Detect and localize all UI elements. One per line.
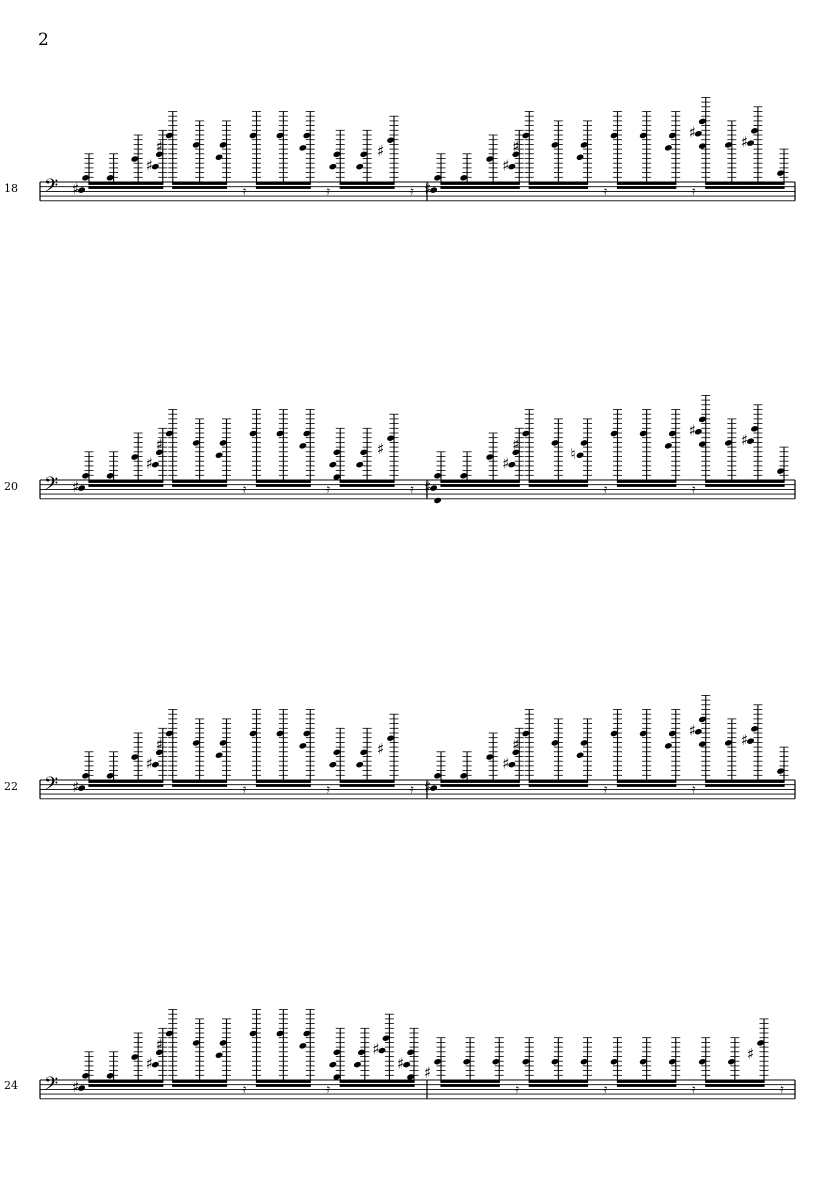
notehead <box>664 144 673 151</box>
sixteenth-rest-icon: 𝄿 <box>691 184 696 198</box>
beam <box>88 484 163 487</box>
beam <box>617 186 676 189</box>
sharp-icon: ♯ <box>145 1054 154 1073</box>
sharp-icon: ♯ <box>377 440 385 459</box>
notehead <box>355 761 364 768</box>
sharp-icon: ♯ <box>740 132 749 151</box>
sixteenth-rest-icon: 𝄿 <box>242 482 247 496</box>
sharp-icon: ♯ <box>155 1035 164 1054</box>
notehead <box>299 442 308 449</box>
beam <box>340 1084 415 1087</box>
beam <box>440 484 519 487</box>
bass-clef-icon: 𝄢 <box>44 474 59 499</box>
beam <box>529 1084 588 1087</box>
sixteenth-rest-icon: 𝄿 <box>603 482 608 496</box>
beam <box>88 1080 163 1083</box>
beam <box>705 780 784 783</box>
sharp-icon: ♯ <box>377 740 385 759</box>
sixteenth-rest-icon: 𝄿 <box>242 782 247 796</box>
beam <box>705 1084 764 1087</box>
sixteenth-rest-icon: 𝄿 <box>603 184 608 198</box>
beam <box>705 186 784 189</box>
sharp-icon: ♯ <box>502 156 510 175</box>
measure-number: 22 <box>4 780 18 793</box>
beam <box>340 484 395 487</box>
beam <box>88 780 163 783</box>
beam <box>256 784 311 787</box>
sixteenth-rest-icon: 𝄿 <box>326 1082 330 1096</box>
notehead <box>329 163 338 170</box>
natural-icon: ♮ <box>570 444 576 463</box>
beam <box>88 480 163 483</box>
beam <box>172 484 227 487</box>
sharp-icon: ♯ <box>377 142 385 161</box>
sixteenth-rest-icon: 𝄿 <box>691 482 696 496</box>
sixteenth-rest-icon: 𝄿 <box>691 782 696 796</box>
beam <box>256 484 311 487</box>
bass-clef-icon: 𝄢 <box>44 774 59 799</box>
notehead <box>329 1061 338 1068</box>
beam <box>705 484 784 487</box>
beam <box>440 182 519 185</box>
beam <box>88 186 163 189</box>
beam <box>172 1084 227 1087</box>
sharp-icon: ♯ <box>740 430 749 449</box>
page-number: 2 <box>38 30 49 50</box>
sharp-icon: ♯ <box>145 454 154 473</box>
sharp-icon: ♯ <box>424 477 432 496</box>
sixteenth-rest-icon: 𝄿 <box>410 184 414 198</box>
beam <box>705 182 784 185</box>
notehead <box>215 1052 224 1059</box>
sharp-icon: ♯ <box>72 179 80 198</box>
sharp-icon: ♯ <box>72 777 80 796</box>
sixteenth-rest-icon: 𝄿 <box>515 1082 519 1096</box>
beam <box>340 784 395 787</box>
sharp-icon: ♯ <box>424 777 432 796</box>
sharp-icon: ♯ <box>512 735 520 754</box>
sixteenth-rest-icon: 𝄿 <box>603 782 608 796</box>
beam <box>88 784 163 787</box>
sixteenth-rest-icon: 𝄿 <box>326 782 330 796</box>
sixteenth-rest-icon: 𝄿 <box>410 782 414 796</box>
beam <box>440 480 519 483</box>
sharp-icon: ♯ <box>688 123 697 142</box>
sharp-icon: ♯ <box>397 1054 405 1073</box>
beam <box>705 480 784 483</box>
sharp-icon: ♯ <box>145 156 154 175</box>
measure-number: 18 <box>4 182 18 195</box>
sharp-icon: ♯ <box>72 477 80 496</box>
notehead <box>433 497 442 504</box>
sharp-icon: ♯ <box>688 421 697 440</box>
notehead <box>664 442 673 449</box>
beam <box>440 780 519 783</box>
beam <box>529 186 588 189</box>
sharp-icon: ♯ <box>688 721 697 740</box>
sharp-icon: ♯ <box>747 1044 755 1063</box>
notehead <box>299 742 308 749</box>
beam <box>340 1080 415 1083</box>
sixteenth-rest-icon: 𝄿 <box>326 482 330 496</box>
sixteenth-rest-icon: 𝄿 <box>242 1082 247 1096</box>
notehead <box>215 452 224 459</box>
notehead <box>355 163 364 170</box>
sharp-icon: ♯ <box>155 435 164 454</box>
sixteenth-rest-icon: 𝄿 <box>691 1082 696 1096</box>
beam <box>340 186 395 189</box>
sixteenth-rest-icon: 𝄿 <box>326 184 330 198</box>
beam <box>172 784 227 787</box>
measure-number: 20 <box>4 480 18 493</box>
beam <box>440 784 519 787</box>
sharp-icon: ♯ <box>502 754 510 773</box>
notehead <box>299 144 308 151</box>
bass-clef-icon: 𝄢 <box>44 1074 59 1099</box>
beam <box>529 784 588 787</box>
notehead <box>329 461 338 468</box>
beam <box>617 484 676 487</box>
sixteenth-rest-icon: 𝄿 <box>780 1082 784 1096</box>
sharp-icon: ♯ <box>145 754 154 773</box>
beam <box>440 186 519 189</box>
sharp-icon: ♯ <box>424 1063 432 1082</box>
beam <box>172 186 227 189</box>
notehead <box>299 1042 308 1049</box>
sharp-icon: ♯ <box>512 137 520 156</box>
measure-number: 24 <box>4 1079 18 1092</box>
notehead <box>576 752 585 759</box>
beam <box>705 784 784 787</box>
sharp-icon: ♯ <box>372 1040 380 1059</box>
notehead <box>215 154 224 161</box>
sharp-icon: ♯ <box>502 454 510 473</box>
beam <box>88 1084 163 1087</box>
sixteenth-rest-icon: 𝄿 <box>603 1082 608 1096</box>
notehead <box>664 742 673 749</box>
sharp-icon: ♯ <box>740 730 749 749</box>
notehead <box>576 154 585 161</box>
bass-clef-icon: 𝄢 <box>44 176 59 201</box>
beam <box>256 1084 311 1087</box>
beam <box>529 484 588 487</box>
notehead <box>576 452 585 459</box>
beam <box>617 784 676 787</box>
beam <box>88 182 163 185</box>
sharp-icon: ♯ <box>155 137 164 156</box>
sixteenth-rest-icon: 𝄿 <box>410 482 414 496</box>
beam <box>256 186 311 189</box>
sixteenth-rest-icon: 𝄿 <box>242 184 247 198</box>
sharp-icon: ♯ <box>512 435 520 454</box>
beam <box>617 1084 676 1087</box>
sharp-icon: ♯ <box>155 735 164 754</box>
notehead <box>353 1061 362 1068</box>
beam <box>440 1084 499 1087</box>
notehead <box>215 752 224 759</box>
notehead <box>329 761 338 768</box>
sharp-icon: ♯ <box>424 179 432 198</box>
notehead <box>355 461 364 468</box>
sharp-icon: ♯ <box>72 1077 80 1096</box>
